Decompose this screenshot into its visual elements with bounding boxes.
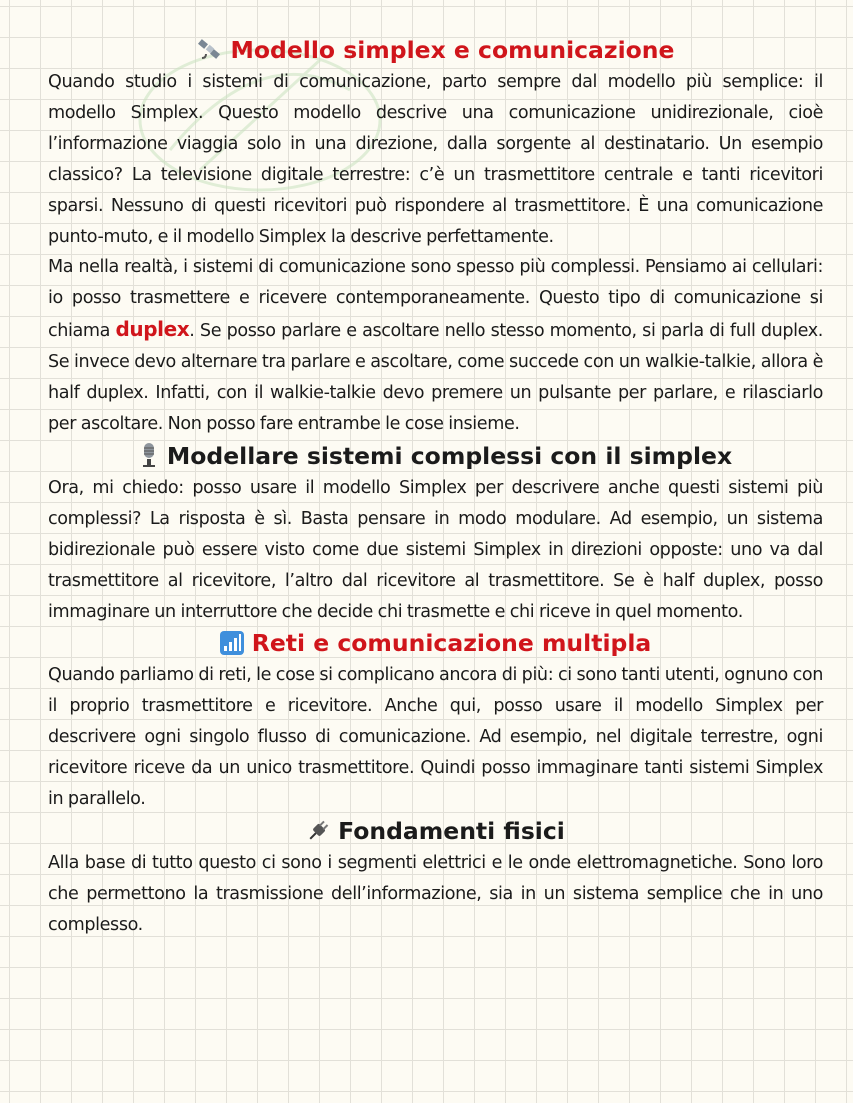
paragraph: Ora, mi chiedo: posso usare il modello Simplex per descrivere anche questi sistemi più complessi? La risposta è sì. Basta pensare in modo modulare. Ad esempio, un sistema bidirezionale può essere visto come due sistemi Simplex in direzioni opposte: uno va dal trasmettitore al ricevitore, l’altro dal ricevitore al trasmettitore. Se è half duplex, posso immaginare un interruttore che decide chi trasmette e chi riceve in quel momento. xyxy=(48,477,823,622)
section-title: Fondamenti fisici xyxy=(338,816,565,845)
paragraph: Quando parliamo di reti, le cose si complicano ancora di più: ci sono tanti utenti, ognuno con il proprio trasmettitore e ricevitore. Anche qui, posso usare il modello Simplex per descrivere ogni singolo flusso di comunicazione. Ad esempio, nel digitale terrestre, ogni ricevitore riceve da un unico trasmettitore. Quindi posso immaginare tanti sistemi Simplex in parallelo. xyxy=(48,665,823,810)
section-heading-simplex xyxy=(48,34,823,67)
paragraph: Alla base di tutto questo ci sono i segmenti elettrici e le onde elettromagnetiche. Sono loro che permettono la trasmissione dell’informazione, sia in un sistema semplice che in uno complesso. xyxy=(48,852,823,935)
section-heading-physical xyxy=(48,815,823,848)
notes-page xyxy=(48,34,823,941)
paragraph-text: . Se posso parlare e ascoltare nello stesso momento, si parla di full duplex. Se invece devo alternare tra parlare e ascoltare, come succede con un walkie-talkie, allora è half duplex. Infatti, con il walkie-talkie devo premere un pulsante per parlare, e rilasciarlo per ascoltare. Non posso fare entrambe le cose insieme. xyxy=(48,321,823,434)
section-title: Modello simplex e comunicazione xyxy=(230,36,675,64)
section-heading-complex-systems xyxy=(48,440,823,473)
section-heading-networks xyxy=(48,627,823,660)
plug-icon xyxy=(306,819,330,852)
duplex-highlight: duplex xyxy=(115,317,190,342)
section-title: Reti e comunicazione multipla xyxy=(251,629,652,658)
paragraph-duplex xyxy=(48,252,823,439)
paragraph: Quando studio i sistemi di comunicazione, parto sempre dal modello più semplice: il modello Simplex. Questo modello descrive una comunicazione unidirezionale, cioè l’informazione viaggia solo in una direzione, dalla sorgente al destinatario. Un esempio classico? La televisione digitale terrestre: c’è un trasmettitore centrale e tanti ricevitori sparsi. Nessuno di questi ricevitori può rispondere al trasmettitore. È una comunicazione punto-muto, e il modello Simplex la descrive perfettamente. xyxy=(48,72,823,247)
paragraph-text: Ma nella realtà, i sistemi di comunicazione sono spesso più complessi. Pensiamo ai cellulari: io posso trasmettere e ricevere contemporaneamente. Questo tipo di comunicazione si chiama xyxy=(48,257,823,342)
microphone-icon xyxy=(139,442,159,477)
section-title: Modellare sistemi complessi con il simplex xyxy=(166,441,733,470)
